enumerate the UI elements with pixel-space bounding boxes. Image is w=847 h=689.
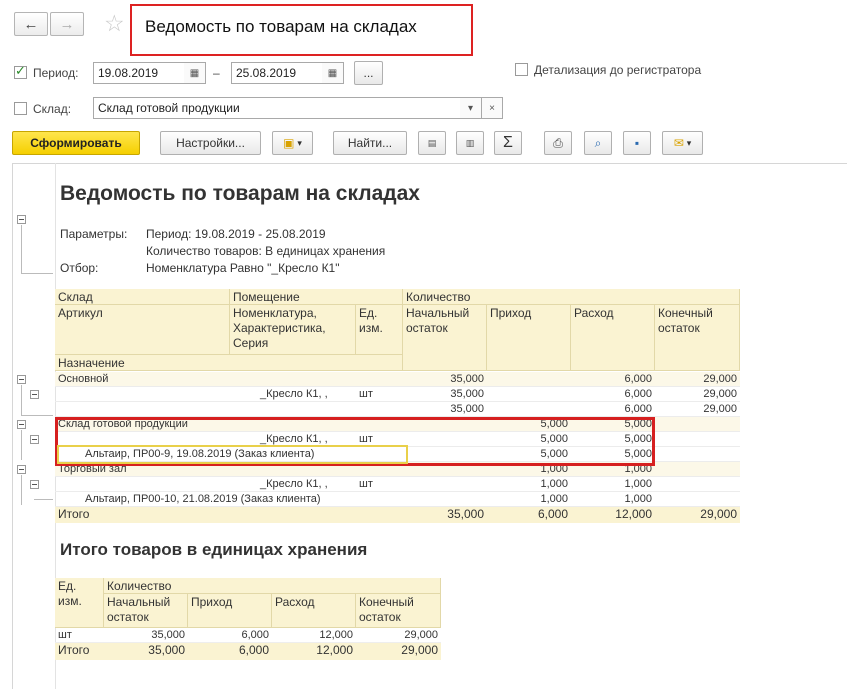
- sum-col-incoming: Приход: [188, 594, 272, 628]
- row-8-out: 1,000: [571, 492, 655, 507]
- row-4-in: 5,000: [487, 432, 571, 447]
- row-1-out: 6,000: [571, 387, 655, 402]
- params-period: Период: 19.08.2019 - 25.08.2019: [146, 227, 326, 241]
- row-3-close: [655, 417, 740, 432]
- row-2-in: [487, 402, 571, 417]
- chevron-down-icon: ▾: [686, 137, 692, 148]
- window-title: Ведомость по товарам на складах: [145, 17, 417, 36]
- sum-total-outgoing: 12,000: [272, 643, 356, 660]
- row-7-unit: шт: [356, 477, 403, 492]
- row-7-c0: [55, 477, 230, 492]
- tree-line: [21, 273, 53, 274]
- sum-icon[interactable]: Σ: [494, 131, 522, 155]
- warehouse-input[interactable]: Склад готовой продукции: [93, 97, 461, 119]
- forward-button[interactable]: [50, 12, 84, 36]
- sum-total-closing: 29,000: [356, 643, 441, 660]
- preview-icon[interactable]: ⌕: [584, 131, 612, 155]
- filter-label: Отбор:: [60, 261, 99, 275]
- row-0-in: [487, 372, 571, 387]
- total-label: Итого: [55, 507, 403, 523]
- detail-checkbox[interactable]: [515, 63, 528, 76]
- period-select-button[interactable]: ...: [354, 61, 383, 85]
- collapse-toggle-icon[interactable]: [17, 375, 26, 384]
- back-button[interactable]: [14, 12, 48, 36]
- col-outgoing: Расход: [571, 305, 655, 371]
- collapse-toggle-icon[interactable]: [30, 480, 39, 489]
- row-7-in: 1,000: [487, 477, 571, 492]
- total-opening: 35,000: [403, 507, 487, 523]
- row-4-out: 5,000: [571, 432, 655, 447]
- sum-row-closing: 29,000: [356, 628, 441, 643]
- row-4-unit: шт: [356, 432, 403, 447]
- dropdown-arrow-icon[interactable]: ▾: [460, 97, 482, 119]
- row-6-in: 1,000: [487, 462, 571, 477]
- row-1-unit: шт: [356, 387, 403, 402]
- col-opening: Начальный остаток: [403, 305, 487, 371]
- row-8-close: [655, 492, 740, 507]
- col-article: Артикул: [55, 305, 230, 355]
- summary-title: Итого товаров в единицах хранения: [60, 540, 368, 559]
- favorite-star-icon[interactable]: ☆: [104, 10, 125, 36]
- row-7-close: [655, 477, 740, 492]
- collapse-groups-icon[interactable]: ▥: [456, 131, 484, 155]
- generate-button[interactable]: Сформировать: [12, 131, 140, 155]
- warehouse-checkbox[interactable]: [14, 102, 27, 115]
- tree-line: [21, 475, 22, 505]
- sum-col-opening: Начальный остаток: [104, 594, 188, 628]
- row-3-out: 5,000: [571, 417, 655, 432]
- chevron-down-icon: ▾: [297, 137, 302, 148]
- total-closing: 29,000: [655, 507, 740, 523]
- arrow-left-icon: ←: [23, 15, 39, 33]
- row-2-c1: [230, 402, 356, 417]
- row-5-c1: Альтаир, ПР00-9, 19.08.2019 (Заказ клиента): [55, 447, 403, 462]
- row-2-open: 35,000: [403, 402, 487, 417]
- row-0-out: 6,000: [571, 372, 655, 387]
- col-warehouse: Склад: [55, 289, 230, 305]
- sum-total-label: Итого: [55, 643, 104, 660]
- row-3-c0: Склад готовой продукции: [55, 417, 403, 432]
- col-closing: Конечный остаток: [655, 305, 740, 371]
- row-6-close: [655, 462, 740, 477]
- report-title: Ведомость по товарам на складах: [60, 182, 420, 205]
- row-4-c1: _Кресло К1, ,: [230, 432, 356, 447]
- sum-col-unit: Ед. изм.: [55, 578, 104, 628]
- envelope-icon: ✉: [673, 136, 684, 150]
- row-5-out: 5,000: [571, 447, 655, 462]
- total-incoming: 6,000: [487, 507, 571, 523]
- params-label: Параметры:: [60, 227, 128, 241]
- sum-row-opening: 35,000: [104, 628, 188, 643]
- sum-col-closing: Конечный остаток: [356, 594, 441, 628]
- calendar-icon[interactable]: ▦: [184, 62, 206, 84]
- period-dash: –: [213, 66, 220, 80]
- clear-icon[interactable]: ×: [481, 97, 503, 119]
- variants-menu-button[interactable]: [272, 131, 313, 155]
- row-5-in: 5,000: [487, 447, 571, 462]
- find-button[interactable]: Найти...: [333, 131, 407, 155]
- row-6-out: 1,000: [571, 462, 655, 477]
- row-1-close: 29,000: [655, 387, 740, 402]
- period-checkbox[interactable]: [14, 66, 27, 79]
- sum-total-opening: 35,000: [104, 643, 188, 660]
- row-6-c0: Торговый зал: [55, 462, 403, 477]
- col-purpose: Назначение: [55, 355, 403, 371]
- row-2-unit: [356, 402, 403, 417]
- email-menu-button[interactable]: [662, 131, 703, 155]
- arrow-right-icon: →: [59, 15, 75, 33]
- row-4-close: [655, 432, 740, 447]
- collapse-toggle-icon[interactable]: [30, 435, 39, 444]
- collapse-toggle-icon[interactable]: [17, 215, 26, 224]
- sum-col-quantity: Количество: [104, 578, 441, 594]
- yellow-highlight: [57, 445, 408, 464]
- row-8-open: [403, 492, 487, 507]
- date-from-input[interactable]: 19.08.2019: [93, 62, 185, 84]
- tree-line: [21, 385, 22, 415]
- report-top-border: [12, 163, 847, 164]
- row-7-out: 1,000: [571, 477, 655, 492]
- row-7-open: [403, 477, 487, 492]
- row-0-open: 35,000: [403, 372, 487, 387]
- row-2-close: 29,000: [655, 402, 740, 417]
- tree-line: [34, 499, 53, 500]
- row-7-c1: _Кресло К1, ,: [230, 477, 356, 492]
- col-quantity: Количество: [403, 289, 740, 305]
- row-8-c1: Альтаир, ПР00-10, 21.08.2019 (Заказ клиента): [55, 492, 403, 507]
- settings-button[interactable]: Настройки...: [160, 131, 261, 155]
- detail-label: Детализация до регистратора: [534, 63, 702, 77]
- sum-col-outgoing: Расход: [272, 594, 356, 628]
- tree-line: [21, 225, 22, 273]
- save-icon[interactable]: ▪: [623, 131, 651, 155]
- row-2-out: 6,000: [571, 402, 655, 417]
- col-incoming: Приход: [487, 305, 571, 371]
- row-8-in: 1,000: [487, 492, 571, 507]
- total-outgoing: 12,000: [571, 507, 655, 523]
- row-1-in: [487, 387, 571, 402]
- row-1-open: 35,000: [403, 387, 487, 402]
- period-label: Период:: [33, 66, 79, 80]
- sum-row-unit: шт: [55, 628, 104, 643]
- print-icon[interactable]: ⎙: [544, 131, 572, 155]
- collapse-toggle-icon[interactable]: [30, 390, 39, 399]
- tree-line: [21, 415, 53, 416]
- row-0-c0: Основной: [55, 372, 403, 387]
- tree-line: [21, 430, 22, 460]
- sum-total-incoming: 6,000: [188, 643, 272, 660]
- col-nomenclature: Номенклатура, Характеристика, Серия: [230, 305, 356, 355]
- report-left-border: [12, 163, 13, 689]
- collapse-toggle-icon[interactable]: [17, 465, 26, 474]
- params-quantity: Количество товаров: В единицах хранения: [146, 244, 386, 258]
- col-room: Помещение: [230, 289, 403, 305]
- warehouse-label: Склад:: [33, 102, 72, 116]
- folder-icon: ▣: [283, 136, 295, 150]
- col-unit: Ед. изм.: [356, 305, 403, 355]
- row-0-close: 29,000: [655, 372, 740, 387]
- filter-value: Номенклатура Равно "_Кресло К1": [146, 261, 340, 275]
- collapse-toggle-icon[interactable]: [17, 420, 26, 429]
- date-to-input[interactable]: 25.08.2019: [231, 62, 323, 84]
- sum-row-outgoing: 12,000: [272, 628, 356, 643]
- calendar-icon[interactable]: ▦: [322, 62, 344, 84]
- row-3-in: 5,000: [487, 417, 571, 432]
- row-5-close: [655, 447, 740, 462]
- row-2-c0: [55, 402, 230, 417]
- row-1-c0: [55, 387, 230, 402]
- expand-groups-icon[interactable]: ▤: [418, 131, 446, 155]
- sum-row-incoming: 6,000: [188, 628, 272, 643]
- row-1-c1: _Кресло К1, ,: [230, 387, 356, 402]
